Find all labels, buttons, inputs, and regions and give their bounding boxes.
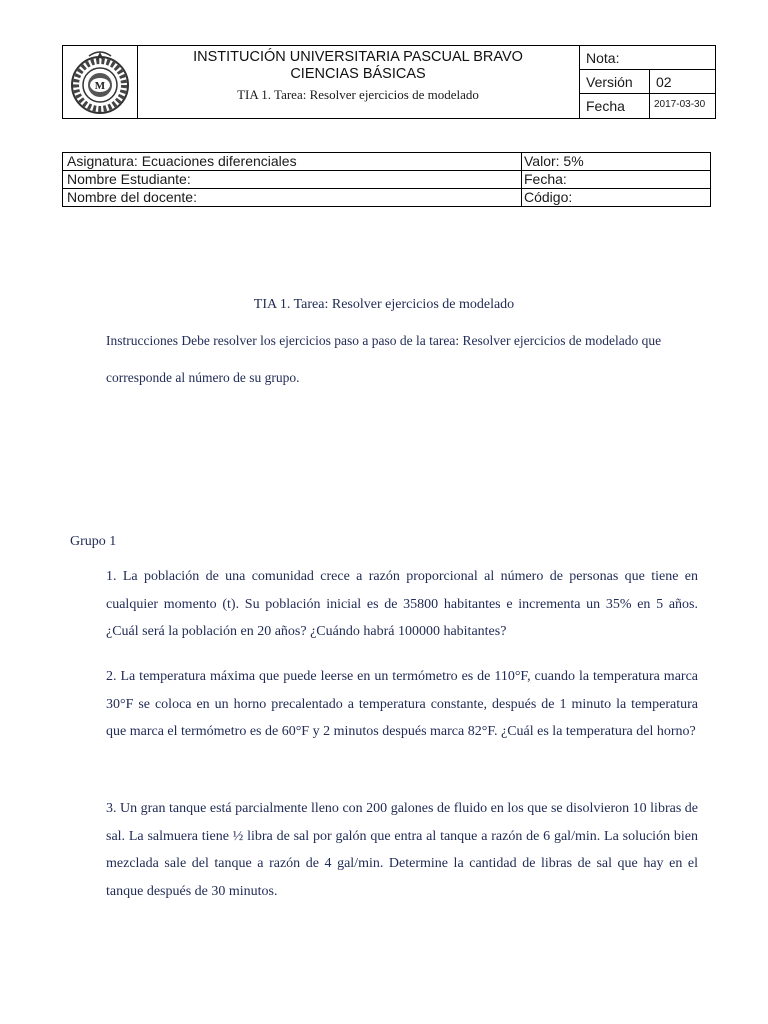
version-value: 02	[656, 74, 672, 90]
problem-2: 2. La temperatura máxima que puede leerse en un termómetro es de 110°F, cuando la temperatura marca 30°F se coloca en un horno precalentado a temperatura constante, después de 1 minuto la temperatura que marca el termómetro es de 60°F y 2 minutos después marca 82°F. ¿Cuál es la temperatura del horno?	[106, 669, 698, 740]
header-table	[62, 45, 716, 119]
nota-label: Nota:	[586, 50, 620, 66]
instructions-line-1: Instrucciones Debe resolver los ejercicios paso a paso de la tarea: Resolver ejercicios de modelado que	[106, 333, 662, 348]
fecha-field: Fecha:	[521, 171, 710, 188]
info-row-asignatura	[63, 153, 710, 171]
header-subtitle: TIA 1. Tarea: Resolver ejercicios de modelado	[237, 87, 479, 102]
header-meta	[579, 46, 716, 118]
version-row	[579, 70, 716, 94]
fecha-row	[579, 94, 716, 118]
version-label: Versión	[586, 74, 633, 90]
info-row-docente	[63, 189, 710, 207]
department-name: CIENCIAS BÁSICAS	[290, 66, 426, 82]
header-title-cell	[137, 46, 580, 118]
fecha-value: 2017-03-30	[654, 99, 706, 110]
asignatura-field: Asignatura: Ecuaciones diferenciales	[67, 153, 297, 169]
student-info-table	[62, 152, 711, 207]
info-row-estudiante	[63, 171, 710, 189]
svg-text:M: M	[94, 80, 106, 92]
docente-field: Nombre del docente:	[67, 189, 197, 205]
fecha-label: Fecha	[586, 98, 625, 114]
institution-name: INSTITUCIÓN UNIVERSITARIA PASCUAL BRAVO	[193, 49, 523, 65]
codigo-field: Código:	[521, 189, 710, 207]
institution-logo-icon	[63, 46, 137, 118]
group-heading: Grupo 1	[70, 534, 117, 549]
nota-row	[579, 46, 716, 70]
instructions-line-2: corresponde al número de su grupo.	[106, 370, 300, 385]
logo-cell	[63, 46, 138, 118]
document-title: TIA 1. Tarea: Resolver ejercicios de modelado	[253, 297, 515, 312]
estudiante-field: Nombre Estudiante:	[67, 171, 191, 187]
problem-1: 1. La población de una comunidad crece a razón proporcional al número de personas que tiene en cualquier momento (t). Su población inicial es de 35800 habitantes e incrementa un 35% en 5 años. ¿Cuál será la población en 20 años? ¿Cuándo habrá 100000 habitantes?	[106, 569, 698, 640]
valor-field: Valor: 5%	[521, 153, 710, 170]
problem-3: 3. Un gran tanque está parcialmente lleno con 200 galones de fluido en los que se disolvieron 10 libras de sal. La salmuera tiene ½ libra de sal por galón que entra al tanque a razón de 6 gal/min. La solución bien mezclada sale del tanque a razón de 4 gal/min. Determine la cantidad de libras de sal que hay en el tanque después de 30 minutos.	[106, 801, 698, 900]
